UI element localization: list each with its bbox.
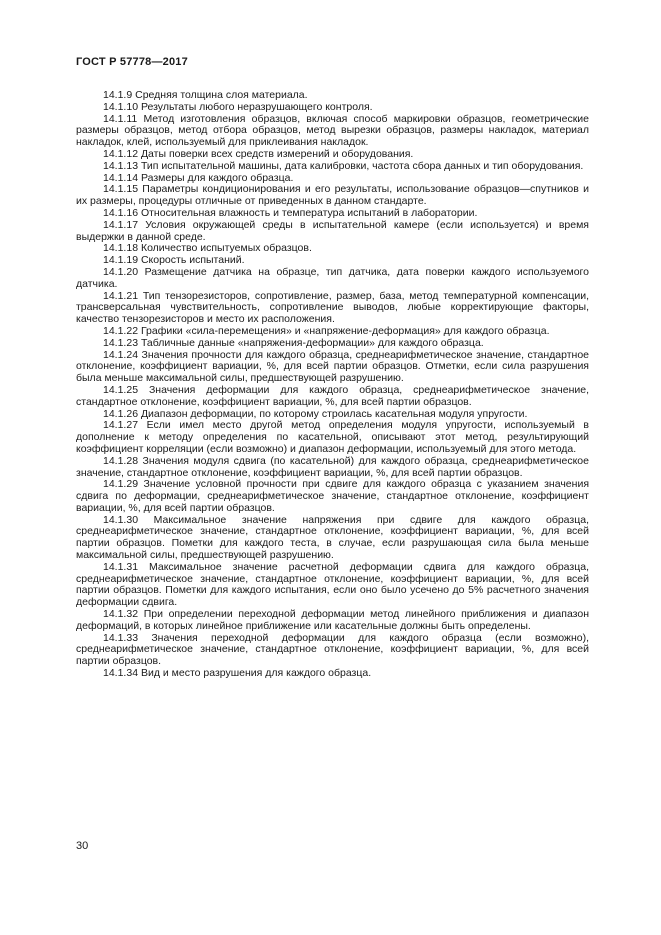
list-item: 14.1.20 Размещение датчика на образце, тип датчика, дата поверки каждого используемого датчика. — [76, 265, 589, 290]
list-item: 14.1.26 Диапазон деформации, по которому строилась касательная модуля упругости. — [103, 407, 528, 420]
list-item: 14.1.25 Значения деформации для каждого образца, среднеарифметическое значение, стандартное отклонение, коэффициент вариации, %, для всей партии образцов. — [76, 383, 589, 408]
list-item: 14.1.13 Тип испытательной машины, дата калибровки, частота сбора данных и тип оборудования. — [103, 159, 584, 172]
list-item: 14.1.16 Относительная влажность и температура испытаний в лаборатории. — [103, 206, 478, 219]
page-number: 30 — [76, 840, 89, 852]
list-item: 14.1.17 Условия окружающей среды в испытательной камере (если используется) и время выдержки в данной среде. — [76, 218, 589, 243]
document-header: ГОСТ Р 57778—2017 — [76, 56, 188, 68]
list-item: 14.1.10 Результаты любого неразрушающего контроля. — [103, 100, 373, 113]
list-item: 14.1.21 Тип тензорезисторов, сопротивление, размер, база, метод температурной компенсации, трансверсальная чувствительность, сопротивление выводов, любые корректирующие факторы, качество тензорезисторов и место их расположения. — [76, 289, 589, 326]
list-item: 14.1.34 Вид и место разрушения для каждого образца. — [103, 667, 372, 680]
list-item: 14.1.31 Максимальное значение расчетной деформации сдвига для каждого образца, среднеарифметическое значение, стандартное отклонение, коэффициент вариации, %, для всей партии образцов. Пометки для каждого испытания, если оно было усечено до 5% расчетного значения деформации сдвига. — [76, 560, 589, 609]
list-item: 14.1.9 Средняя толщина слоя материала. — [103, 89, 308, 101]
list-item: 14.1.14 Размеры для каждого образца. — [103, 171, 294, 184]
list-item: 14.1.11 Метод изготовления образцов, включая способ маркировки образцов, геометрические размеры образцов, метод отбора образцов, метод вырезки образцов, размеры накладок, материал накладок, клей, используемый для приклеивания накладок. — [76, 112, 589, 149]
list-item: 14.1.18 Количество испытуемых образцов. — [103, 242, 312, 255]
list-item: 14.1.33 Значения переходной деформации для каждого образца (если возможно), среднеарифметическое значение, стандартное отклонение, коэффициент вариации, %, для всей партии образцов. — [76, 631, 589, 668]
list-item: 14.1.22 Графики «сила-перемещения» и «напряжение-деформация» для каждого образца. — [103, 324, 550, 337]
list-item: 14.1.23 Табличные данные «напряжения-деформации» для каждого образца. — [103, 336, 484, 349]
list-item: 14.1.24 Значения прочности для каждого образца, среднеарифметическое значение, стандартное отклонение, коэффициент вариации, %, для всей партии образцов. Отметки, если сила разрушения была меньше максимальной силы, предшествующей разрушению. — [76, 348, 589, 385]
list-item: 14.1.15 Параметры кондиционирования и его результаты, использование образцов—спутников и их размеры, процедуры отличные от приведенных в данном стандарте. — [76, 183, 589, 208]
list-item: 14.1.30 Максимальное значение напряжения при сдвиге для каждого образца, среднеарифметическое значение, стандартное отклонение, коэффициент вариации, %, для всей партии образцов. Пометки для каждого теста, в случае, если разрушающая сила была меньше максимальной силы, предшествующей разрушению. — [76, 513, 589, 562]
list-item: 14.1.12 Даты поверки всех средств измерений и оборудования. — [103, 147, 414, 160]
items-list — [76, 90, 589, 680]
list-item: 14.1.27 Если имел место другой метод определения модуля упругости, используемый в дополнение к методу определения по касательной, описывают этот метод, результирующий коэффициент корреляции (если возможно) и диапазон деформации, используемый для этого метода. — [76, 419, 589, 455]
list-item: 14.1.28 Значения модуля сдвига (по касательной) для каждого образца, среднеарифметическое значение, стандартное отклонение, коэффициент вариации, %, для всей партии образцов. — [76, 454, 589, 479]
list-item: 14.1.19 Скорость испытаний. — [103, 254, 245, 267]
list-item: 14.1.32 При определении переходной деформации метод линейного приближения и диапазон деформаций, в которых линейное приближение или касательные должны быть определены. — [76, 608, 589, 632]
list-item: 14.1.29 Значение условной прочности при сдвиге для каждого образца с указанием значения сдвига по деформации, среднеарифметическое значение, стандартное отклонение, коэффициент вариации, %, для всей партии образцов. — [76, 478, 589, 514]
